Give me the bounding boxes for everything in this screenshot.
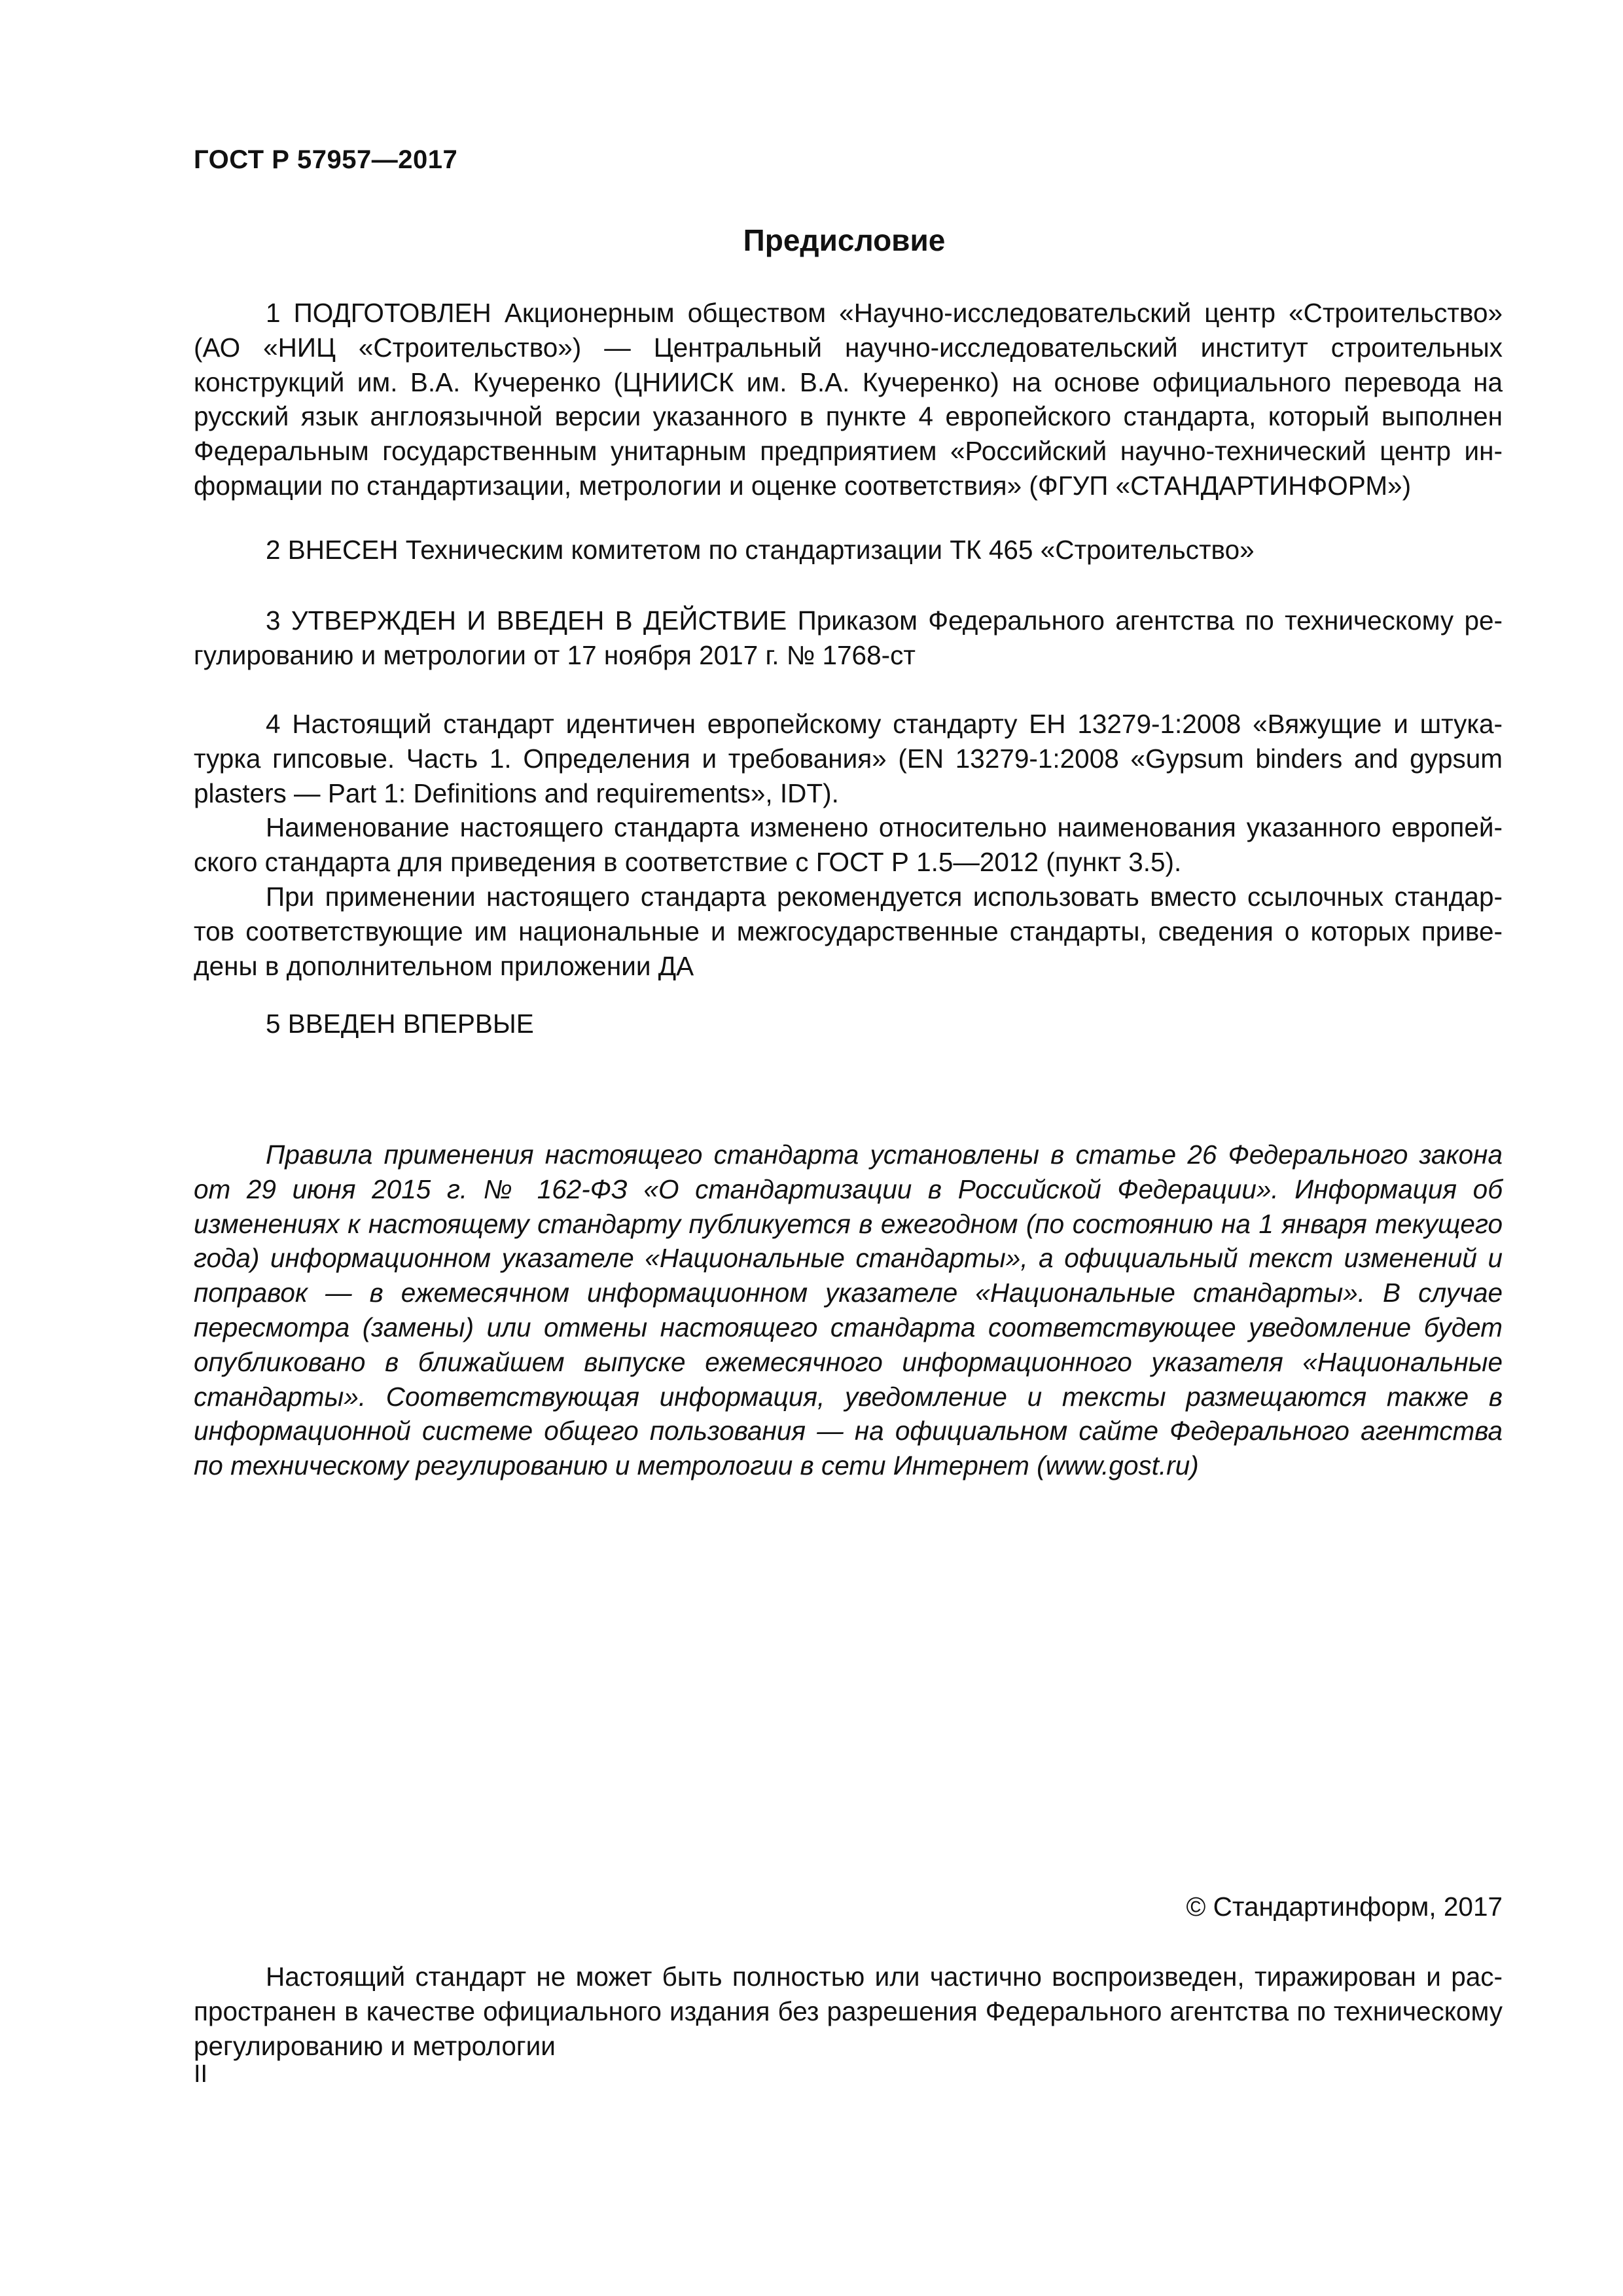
page-number: II [194, 2060, 208, 2088]
foreword-item-text: 5 ВВЕДЕН ВПЕРВЫЕ [266, 1009, 534, 1039]
foreword-item-text: 3 УТВЕРЖДЕН И ВВЕДЕН В ДЕЙСТВИЕ Приказом Федерального агентства по техническому регулированию и метрологии от 17 ноября 2017 г. № 1768-ст [194, 605, 1503, 670]
page-title: Предисловие [743, 223, 946, 257]
document-code: ГОСТ Р 57957—2017 [194, 145, 458, 174]
foreword-item-5 [194, 1007, 1503, 1041]
foreword-item-text: 4 Настоящий стандарт идентичен европейскому стандарту ЕН 13279-1:2008 «Вяжущие и штукатурка гипсовые. Часть 1. Определения и требования» (EN 13279-1:2008 «Gypsum binders and gypsum plasters — Part 1: Definitions and requirements», IDT). [194, 709, 1503, 808]
application-rules-notice [194, 1138, 1503, 1483]
rights-text: Настоящий стандарт не может быть полностью или частично воспроизведен, тиражирован и распространен в качестве официального издания без разрешения Федерального агентства по техническому регулированию и метрологии [194, 1962, 1503, 2061]
foreword-item-text-extra: Наименование настоящего стандарта изменено относительно наименования указанного европейского стандарта для приведения в соответствие с ГОСТ Р 1.5—2012 (пункт 3.5). [194, 812, 1503, 878]
foreword-item-text: 1 ПОДГОТОВЛЕН Акционерным обществом «Научно-исследовательский центр «Строительство» (АО «НИЦ «Строительство») — Центральный научно-исследовательский институт строительных конструкций им. В.А. Кучеренко (ЦНИИСК им. В.А. Кучеренко) на основе официального перевода на русский язык англоязычной версии указанного в пункте 4 европейского стандарта, который выполнен Федеральным государственным унитарным предприятием «Российский научно-технический центр информации по стандартизации, метрологии и оценке соответствия» (ФГУП «СТАНДАРТИНФОРМ») [194, 298, 1503, 501]
foreword-item-text-extra: При применении настоящего стандарта рекомендуется использовать вместо ссылочных стандартов соответствующие им национальные и межгосударственные стандарты, сведения о которых приведены в дополнительном приложении ДА [194, 881, 1503, 981]
foreword-item-1 [194, 296, 1503, 503]
foreword-item-3 [194, 603, 1503, 673]
reproduction-rights-notice [194, 1960, 1503, 2063]
foreword-item-2 [194, 533, 1503, 567]
copyright-notice: © Стандартинформ, 2017 [1186, 1892, 1503, 1922]
foreword-item-text: 2 ВНЕСЕН Техническим комитетом по стандартизации ТК 465 «Строительство» [266, 535, 1255, 565]
foreword-item-4 [194, 707, 1503, 983]
notice-text: Правила применения настоящего стандарта установлены в статье 26 Федерального закона от 29 июня 2015 г. № 162-ФЗ «О стандартизации в Российской Федерации». Информация об изменениях к настоящему стандарту публикуется в ежегодном (по состоянию на 1 января текущего года) информационном указателе «Национальные стандарты», а официальный текст изменений и поправок — в ежемесячном информационном указателе «Национальные стандарты». В случае пересмотра (замены) или отмены настоящего стандарта соответствующее уведомление будет опубликовано в ближайшем выпуске ежемесячного информационного указателя «Национальные стандарты». Соответствующая информация, уведомление и тексты размещаются также в информационной системе общего пользования — на официальном сайте Федерального агентства по техническому регулированию и метрологии в сети Интернет (www.gost.ru) [194, 1139, 1503, 1481]
